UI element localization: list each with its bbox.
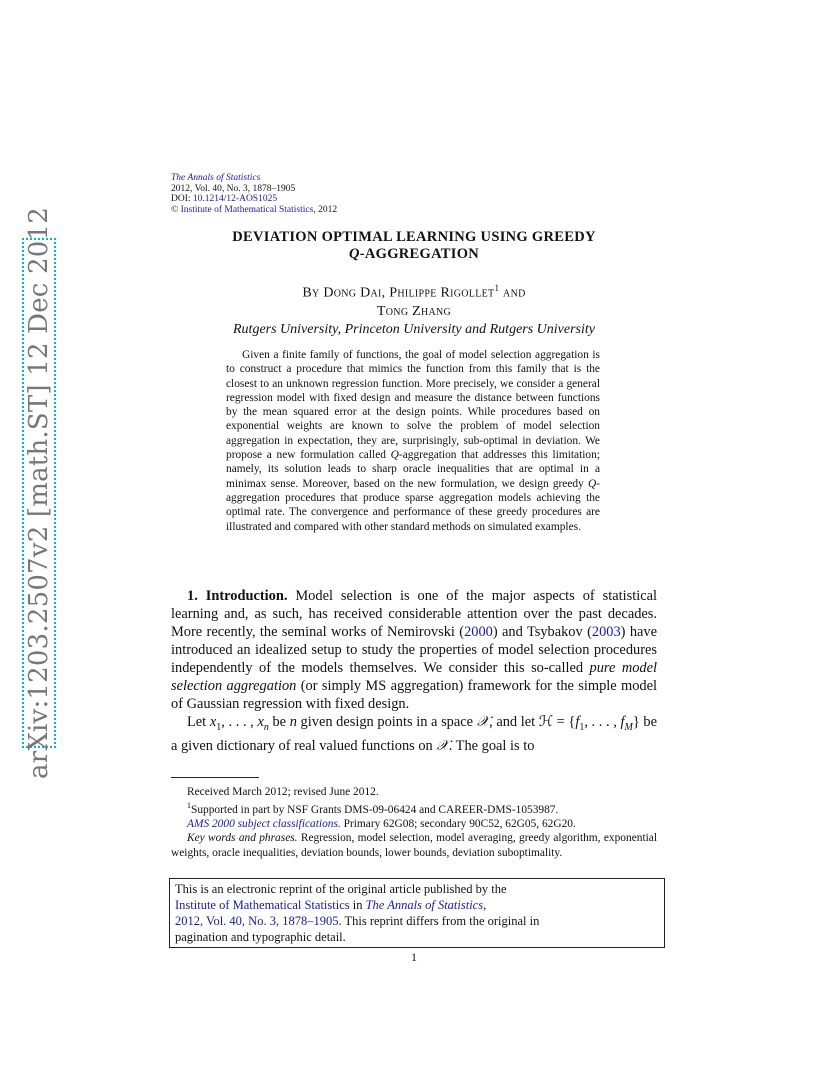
p2-var: f xyxy=(575,714,580,730)
page-number: 1 xyxy=(411,950,417,964)
intro-text-d: (or simply MS aggregation) framework for the simple model of Gaussian regression with fixed design. xyxy=(171,678,657,712)
ams-classification-text: Primary 62G08; secondary 90C52, 62G05, 62G20. xyxy=(340,818,576,831)
p2-text: Let xyxy=(187,714,210,730)
p2-text: , and let ℋ = { xyxy=(489,714,576,730)
citation-link-nemirovski[interactable]: 2000 xyxy=(464,624,493,640)
volume-line: 2012, Vol. 40, No. 3, 1878–1905 xyxy=(171,183,296,194)
abstract-q-1: Q xyxy=(390,449,399,462)
footnote-divider xyxy=(171,777,259,778)
introduction-section xyxy=(171,587,657,755)
section-heading: 1. Introduction. xyxy=(187,588,288,604)
doi-link[interactable]: 10.1214/12-AOS1025 xyxy=(192,194,278,204)
authors-line-2: Tong Zhang xyxy=(376,303,452,319)
abstract xyxy=(226,348,600,534)
doi-line xyxy=(171,194,337,205)
intro-paragraph-2 xyxy=(171,713,657,755)
abstract-text-1: Given a finite family of functions, the goal of model selection aggregation is to construct a procedure that mimics the function from this family that is the closest to an unknown regression function. More precisely, we consider a general regression model with fixed design and measure the distance between functions by the mean squared error at the design points. While procedures based on exponential weights are known to solve the problem of model selection aggregation in expectation, they are, surprisingly, sub-optimal in deviation. We propose a new formulation called xyxy=(226,349,600,462)
footnote-marker: 1 xyxy=(187,801,191,811)
title-q-symbol: Q xyxy=(348,246,360,262)
title-line-2 xyxy=(0,246,828,263)
reprint-line-1: This is an electronic reprint of the original article published by the xyxy=(175,882,507,896)
copyright-holder-link[interactable]: Institute of Mathematical Statistics xyxy=(180,204,314,215)
reprint-line-4: pagination and typographic detail. xyxy=(175,930,346,944)
affiliation: Rutgers University, Princeton University and Rutgers University xyxy=(233,322,595,337)
journal-header xyxy=(171,173,337,215)
volume-link[interactable]: 2012, Vol. 40, No. 3, 1878–1905 xyxy=(175,914,339,928)
copyright-line xyxy=(171,205,337,216)
intro-paragraph-1 xyxy=(171,587,657,713)
p2-text: be xyxy=(268,714,290,730)
p2-sub: M xyxy=(624,721,633,733)
reprint-text: . This reprint differs from the original in xyxy=(338,914,540,928)
p2-var: x xyxy=(257,714,264,730)
received-dates: Received March 2012; revised June 2012. xyxy=(187,786,379,798)
ams-classification-link[interactable]: AMS 2000 subject classifications. xyxy=(187,818,341,831)
p2-sub: n xyxy=(263,721,269,733)
abstract-q-2: Q xyxy=(587,477,597,490)
author-footnote-marker: 1 xyxy=(494,283,500,293)
paper-title xyxy=(0,229,828,263)
reprint-notice-box xyxy=(169,878,665,948)
authors-names: By Dong Dai, Philippe Rigollet xyxy=(302,285,495,301)
p2-text: , . . . , xyxy=(584,714,621,730)
authors-and: and xyxy=(499,285,526,301)
funding-text: Supported in part by NSF Grants DMS-09-06424 and CAREER-DMS-1053987. xyxy=(191,804,559,816)
p2-sub: 1 xyxy=(579,721,585,733)
keywords-text: Regression, model selection, model averaging, greedy algorithm, exponential weights, oracle inequalities, deviation bounds, lower bounds, deviation suboptimality. xyxy=(171,832,657,859)
authors-line-1 xyxy=(0,279,828,303)
intro-text-c: ) have introduced an idealized setup to study the properties of model selection procedures independently of the models themselves. We consider this so-called xyxy=(171,624,657,676)
reprint-text: , xyxy=(483,898,487,912)
funding-footnote xyxy=(171,799,657,817)
keywords-label: Key words and phrases. xyxy=(187,832,298,845)
title-line-2-rest: -AGGREGATION xyxy=(359,246,480,262)
ams-classification xyxy=(171,817,657,831)
journal-link[interactable]: The Annals of Statistics xyxy=(365,898,484,912)
arxiv-identifier: arXiv:1203.2507v2 [math.ST] 12 Dec 2012 xyxy=(24,207,54,779)
p2-space-symbol: 𝒳 xyxy=(436,737,449,754)
copyright-icon: © xyxy=(171,204,179,215)
reprint-line-3 xyxy=(175,913,659,929)
footnotes xyxy=(171,785,657,860)
ims-link[interactable]: Institute of Mathematical Statistics xyxy=(175,898,350,912)
p2-sub: 1 xyxy=(216,721,222,733)
abstract-text-3: -aggregation procedures that produce sparse aggregation models achieving the optimal rate. The convergence and performance of these greedy procedures are illustrated and compared with other standard methods on simulated examples. xyxy=(226,477,600,533)
authors xyxy=(0,279,828,321)
intro-emphasis: pure model selection aggregation xyxy=(171,660,657,694)
p2-text: } be a given dictionary of real valued functions on xyxy=(171,714,658,754)
p2-var: f xyxy=(620,714,625,730)
doi-prefix: DOI: xyxy=(171,194,193,204)
p2-text: given design points in a space xyxy=(296,714,477,730)
p2-var: x xyxy=(209,714,217,730)
reprint-text: in xyxy=(349,898,366,912)
citation-link-tsybakov[interactable]: 2003 xyxy=(591,624,621,640)
intro-text-b: ) and Tsybakov ( xyxy=(492,624,592,640)
intro-text-a: Model selection is one of the major aspects of statistical learning and, as such, has received considerable attention over the past decades. More recently, the seminal works of Nemirovski ( xyxy=(171,588,657,640)
copyright-year: , 2012 xyxy=(313,204,338,215)
p2-text: . The goal is to xyxy=(448,737,535,754)
keywords xyxy=(171,831,657,859)
p2-space-symbol: 𝒳 xyxy=(476,714,490,730)
p2-text: , . . . , xyxy=(221,714,258,730)
reprint-line-2 xyxy=(175,897,659,913)
abstract-text-2: -aggregation that addresses this limitation; namely, its solution leads to sharp oracle inequalities that are optimal in a minimax sense. Moreover, based on the new formulation, we design greedy xyxy=(226,449,600,490)
p2-var: n xyxy=(289,714,297,730)
title-line-1: DEVIATION OPTIMAL LEARNING USING GREEDY xyxy=(232,229,596,245)
journal-name[interactable]: The Annals of Statistics xyxy=(171,173,261,183)
